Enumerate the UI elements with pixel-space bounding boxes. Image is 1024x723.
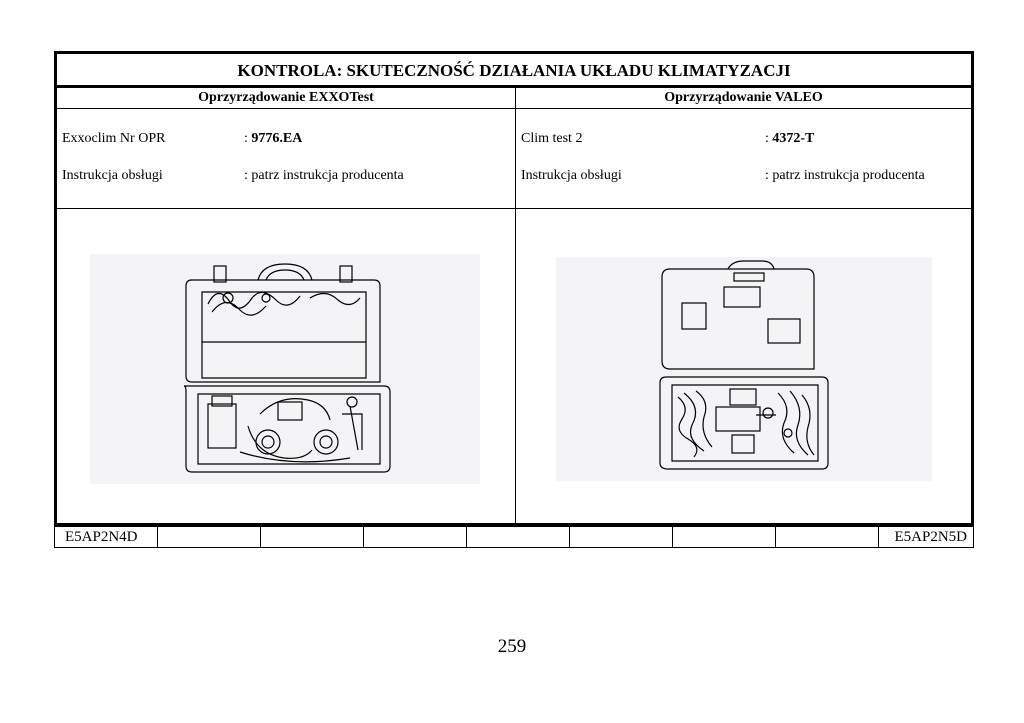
info-label: Exxoclim Nr OPR [62, 131, 166, 146]
strip-cell [673, 527, 776, 547]
figure-code-right: E5AP2N5D [894, 529, 967, 545]
exxotest-figure [57, 209, 516, 523]
strip-cell [261, 527, 364, 547]
part-number: 4372-T [772, 131, 815, 146]
info-label: Clim test 2 [521, 131, 583, 146]
info-value: : patrz instrukcja producenta [244, 168, 404, 183]
info-value: : 4372-T [765, 131, 815, 146]
valeo-info [516, 109, 971, 209]
page-title: KONTROLA: SKUTECZNOŚĆ DZIAŁANIA UKŁADU KLIMATYZACJI [57, 54, 971, 88]
procedure-frame [54, 51, 974, 526]
info-row [521, 168, 966, 186]
info-row [62, 131, 510, 149]
info-value: : 9776.EA [244, 131, 303, 146]
reference-code-strip [54, 526, 974, 548]
exxoclim-case-illustration [90, 254, 480, 484]
info-label: Instrukcja obsługi [62, 168, 163, 183]
page-number: 259 [497, 636, 527, 657]
info-row [62, 168, 510, 186]
info-row [521, 131, 966, 149]
part-number: 9776.EA [251, 131, 303, 146]
valeo-figure [516, 209, 971, 523]
strip-cell [467, 527, 570, 547]
exxotest-info [57, 109, 516, 209]
info-value: : patrz instrukcja producenta [765, 168, 925, 183]
strip-cell [364, 527, 467, 547]
figure-code-left: E5AP2N4D [55, 527, 158, 547]
strip-cell [776, 527, 879, 547]
strip-cell [158, 527, 261, 547]
column-heading-valeo: Oprzyrządowanie VALEO [516, 88, 971, 109]
info-label: Instrukcja obsługi [521, 168, 622, 183]
strip-cell [570, 527, 673, 547]
column-heading-exxotest: Oprzyrządowanie EXXOTest [57, 88, 516, 109]
valeo-clim-test-case-illustration [556, 257, 932, 481]
